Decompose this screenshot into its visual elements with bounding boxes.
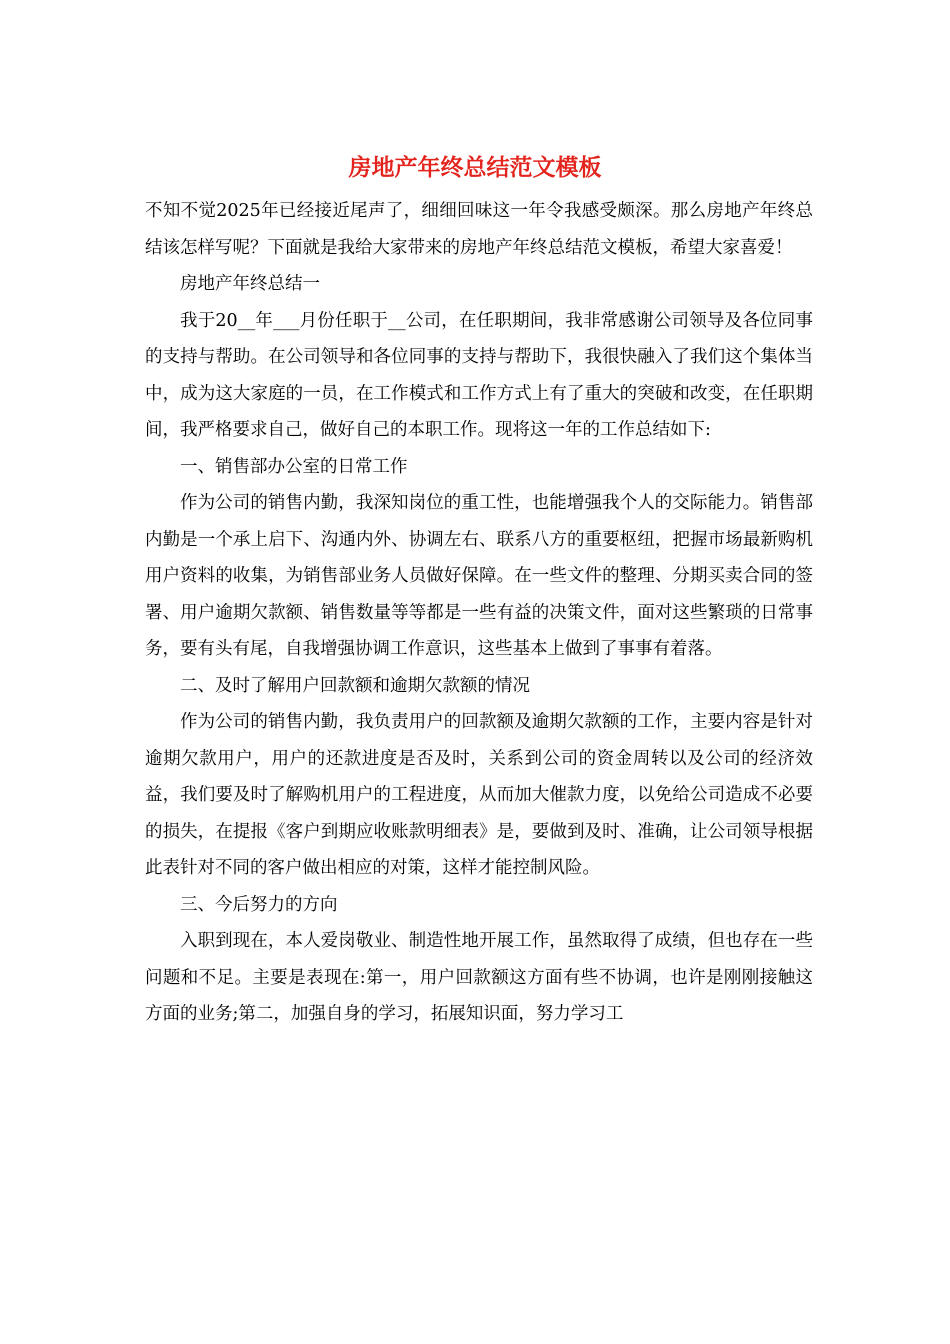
section-heading-summary-one: 房地产年终总结一: [180, 274, 320, 294]
section-heading-two: 二、及时了解用户回款额和逾期欠款额的情况: [180, 675, 530, 696]
document-body: [145, 193, 813, 1033]
body-paragraph: 作为公司的销售内勤，我负责用户的回款额及逾期欠款额的工作，主要内容是针对逾期欠款用户，用户的还款进度是否及时，关系到公司的资金周转以及公司的经济效益，我们要及时了解购机用户的工程进度，从而加大催款力度，以免给公司造成不必要的损失，在提报《客户到期应收账款明细表》是，要做到及时、准确，让公司领导根据此表针对不同的客户做出相应的对策，这样才能控制风险。: [145, 712, 813, 878]
section-heading-three: 三、今后努力的方向: [180, 894, 338, 915]
body-paragraph: 入职到现在，本人爱岗敬业、制造性地开展工作，虽然取得了成绩，但也存在一些问题和不足。主要是表现在:第一，用户回款额这方面有些不协调，也许是刚刚接触这方面的业务;第二，加强自身的学习，拓展知识面，努力学习工: [145, 931, 813, 1024]
body-paragraph: 我于20__年___月份任职于__公司，在任职期间，我非常感谢公司领导及各位同事的支持与帮助。在公司领导和各位同事的支持与帮助下，我很快融入了我们这个集体当中，成为这大家庭的一员，在工作模式和工作方式上有了重大的突破和改变，在任职期间，我严格要求自己，做好自己的本职工作。现将这一年的工作总结如下:: [145, 310, 813, 440]
section-heading-one: 一、销售部办公室的日常工作: [180, 456, 408, 477]
intro-paragraph: 不知不觉2025年已经接近尾声了，细细回味这一年令我感受颇深。那么房地产年终总结该怎样写呢？下面就是我给大家带来的房地产年终总结范文模板，希望大家喜爱！: [145, 201, 813, 258]
document-title: 房地产年终总结范文模板: [348, 154, 602, 181]
body-paragraph: 作为公司的销售内勤，我深知岗位的重工性，也能增强我个人的交际能力。销售部内勤是一个承上启下、沟通内外、协调左右、联系八方的重要枢纽，把握市场最新购机用户资料的收集，为销售部业务人员做好保障。在一些文件的整理、分期买卖合同的签署、用户逾期欠款额、销售数量等等都是一些有益的决策文件，面对这些繁琐的日常事务，要有头有尾，自我增强协调工作意识，这些基本上做到了事事有着落。: [145, 493, 813, 659]
